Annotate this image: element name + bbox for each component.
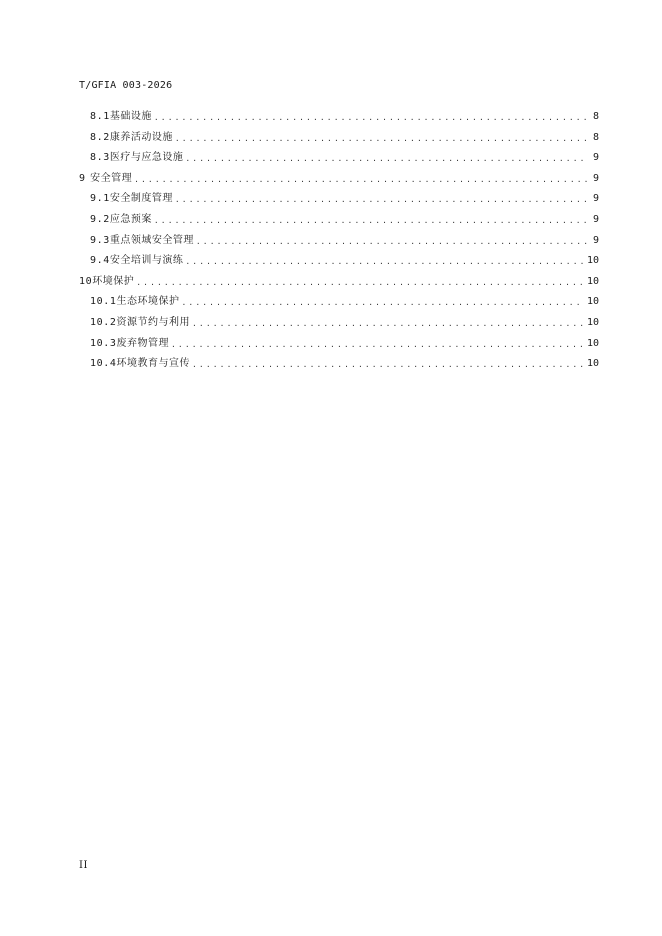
toc-entry-number: 9.4 (90, 255, 110, 267)
toc-entry-9-2[interactable] (79, 213, 599, 234)
dot-leader (171, 338, 584, 352)
toc-entry-number: 9.2 (90, 213, 110, 225)
dot-leader (196, 235, 588, 249)
toc-entry-page: 8 (592, 111, 599, 122)
toc-entry-9-1[interactable] (79, 192, 599, 213)
dot-leader (134, 173, 588, 187)
dot-leader (181, 296, 583, 310)
dot-leader (154, 111, 588, 125)
page-number: II (79, 860, 88, 871)
toc-entry-10-4[interactable] (79, 357, 599, 378)
toc-entry-number: 10.4 (90, 358, 117, 370)
toc-entry-page: 9 (592, 213, 599, 225)
toc-entry-number: 9.1 (90, 193, 110, 205)
toc-entry-number: 10 (79, 275, 93, 287)
toc-entry-page: 9 (592, 193, 599, 205)
toc-entry-title: 环境教育与宣传 (116, 358, 190, 370)
toc-entry-page: 10 (586, 255, 599, 267)
toc-entry-number: 9.3 (90, 234, 110, 246)
toc-entry-number: 10.1 (90, 296, 117, 308)
toc-entry-page: 10 (586, 358, 599, 370)
toc-entry-10[interactable] (79, 275, 599, 296)
toc-entry-9[interactable] (79, 172, 599, 193)
toc-entry-number: 10.2 (90, 316, 117, 328)
toc-entry-page: 9 (592, 234, 599, 246)
toc-entry-page: 9 (592, 172, 599, 184)
toc-entry-9-3[interactable] (79, 234, 599, 255)
toc-entry-number: 8.1 (90, 111, 110, 122)
toc-entry-page: 8 (592, 131, 599, 143)
toc-entry-page: 10 (586, 296, 599, 308)
toc-entry-number: 10.3 (90, 337, 117, 349)
dot-leader (175, 193, 588, 207)
toc-entry-title: 安全培训与演练 (109, 255, 184, 267)
toc-entry-10-1[interactable] (79, 295, 599, 316)
toc-entry-title: 应急预案 (109, 213, 152, 225)
toc-entry-8-2[interactable] (79, 131, 599, 152)
toc-entry-title: 基础设施 (109, 111, 152, 122)
toc-entry-title: 安全管理 (90, 172, 133, 184)
toc-entry-number: 9 (79, 172, 86, 184)
dot-leader (185, 152, 588, 166)
toc-entry-title: 重点领域安全管理 (109, 234, 194, 246)
dot-leader (154, 214, 588, 228)
toc-entry-number: 8.3 (90, 152, 110, 164)
dot-leader (136, 276, 584, 290)
toc-entry-page: 10 (586, 316, 599, 328)
toc-entry-8-3[interactable] (79, 151, 599, 172)
dot-leader (175, 132, 588, 146)
toc-entry-title: 废弃物管理 (116, 337, 169, 349)
toc-entry-title: 生态环境保护 (116, 296, 180, 308)
table-of-contents (79, 110, 599, 378)
toc-entry-title: 资源节约与利用 (116, 316, 190, 328)
toc-entry-title: 环境保护 (92, 275, 135, 287)
toc-entry-page: 10 (586, 337, 599, 349)
toc-entry-10-2[interactable] (79, 316, 599, 337)
dot-leader (192, 358, 584, 372)
toc-entry-title: 安全制度管理 (109, 193, 173, 205)
dot-leader (185, 255, 584, 269)
toc-entry-page: 10 (586, 275, 599, 287)
toc-entry-10-3[interactable] (79, 337, 599, 358)
toc-entry-number: 8.2 (90, 131, 110, 143)
toc-entry-title: 医疗与应急设施 (109, 152, 184, 164)
toc-entry-page: 9 (592, 152, 599, 164)
toc-entry-title: 康养活动设施 (109, 131, 173, 143)
document-code: T/GFIA 003-2026 (79, 80, 173, 91)
toc-entry-8-1[interactable] (79, 110, 599, 131)
toc-entry-9-4[interactable] (79, 254, 599, 275)
dot-leader (192, 317, 584, 331)
